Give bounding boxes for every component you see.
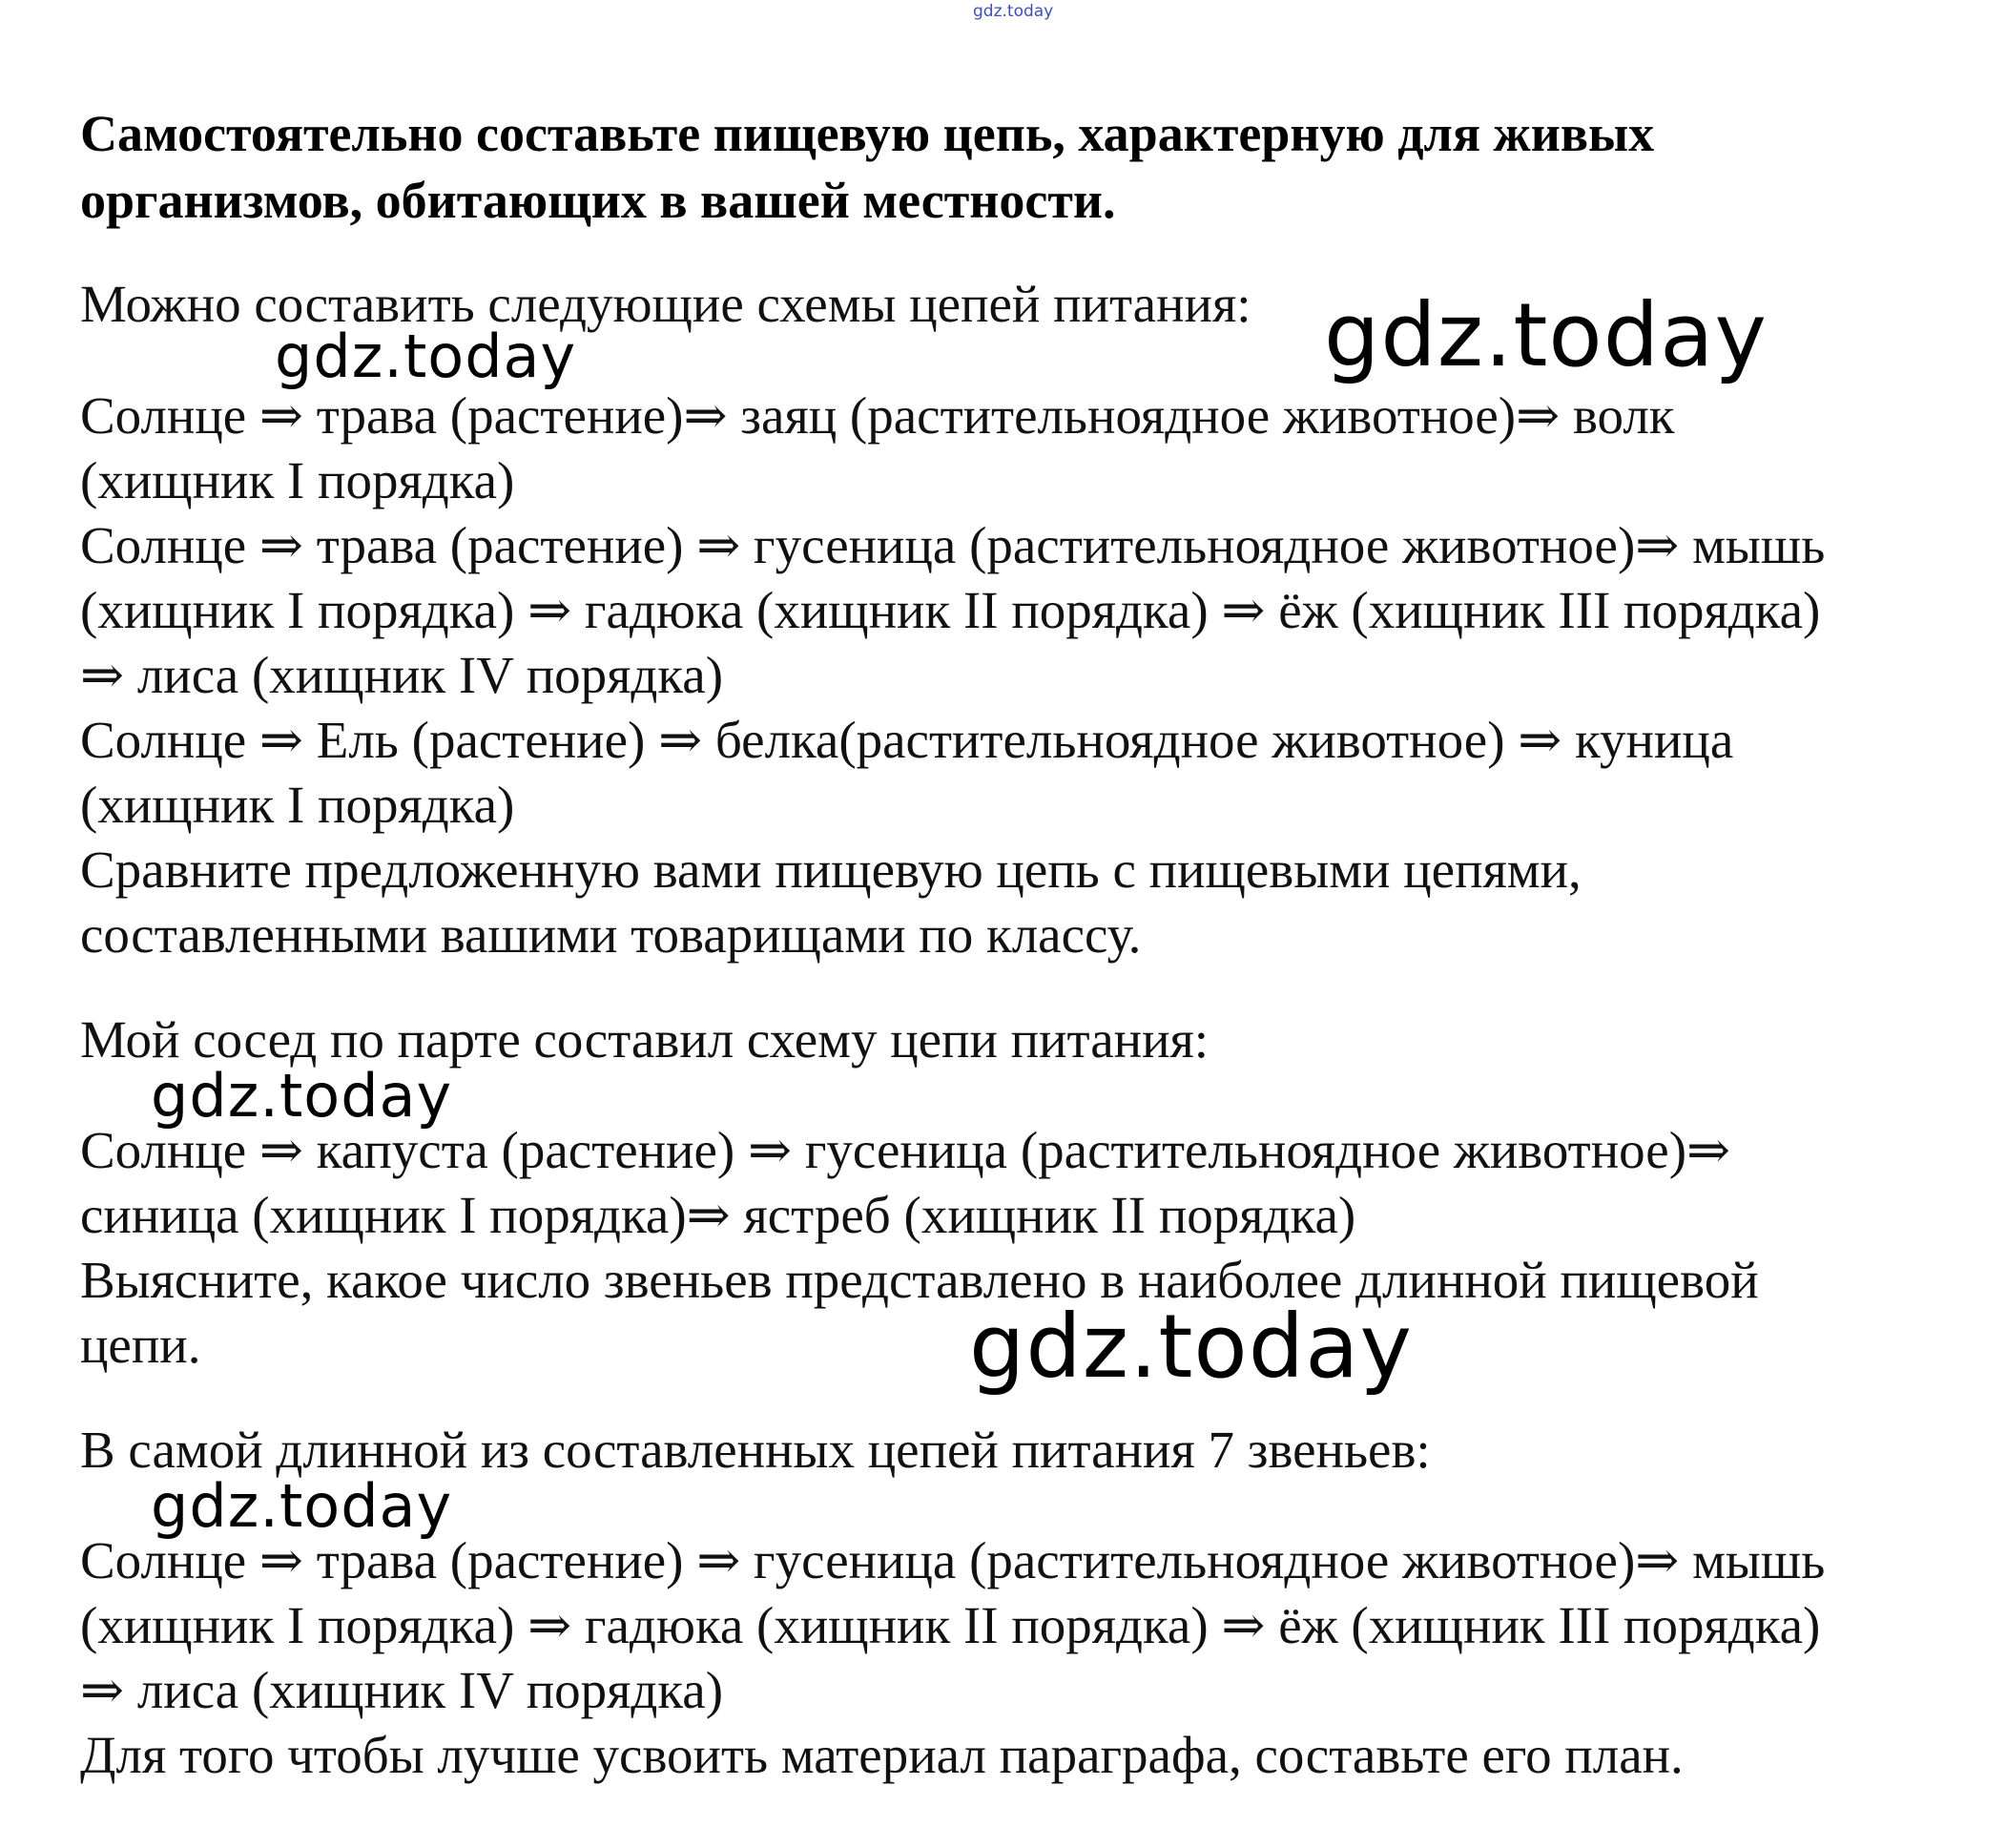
task4-line1: Для того чтобы лучше усвоить материал параграфа, составьте его план.	[80, 1726, 1684, 1784]
answer3-intro: В самой длинной из составленных цепей питания 7 звеньев:	[80, 1421, 1431, 1479]
task3-line1: Выясните, какое число звеньев представлено в наиболее длинной пищевой	[80, 1251, 1759, 1309]
task3-line2: цепи.	[80, 1316, 201, 1374]
task1-heading-line1: Самостоятельно составьте пищевую цепь, характерную для живых	[80, 105, 1655, 162]
chain2-line1: Солнце ⇒ трава (растение) ⇒ гусеница (растительноядное животное)⇒ мышь	[80, 516, 1826, 574]
task1-heading-line2: организмов, обитающих в вашей местности.	[80, 172, 1116, 229]
task2-line2: составленными вашими товарищами по классу.	[80, 905, 1142, 964]
chain1-line2: (хищник I порядка)	[80, 451, 515, 509]
chain2-line3: ⇒ лиса (хищник IV порядка)	[80, 646, 724, 704]
answer3-chain-line3: ⇒ лиса (хищник IV порядка)	[80, 1661, 724, 1719]
answer2-chain-line2: синица (хищник I порядка)⇒ ястреб (хищник II порядка)	[80, 1186, 1356, 1244]
watermark: gdz.today	[275, 322, 577, 391]
watermark: gdz.today	[1324, 284, 1768, 386]
watermark: gdz.today	[151, 1471, 453, 1541]
chain2-line2: (хищник I порядка) ⇒ гадюка (хищник II порядка) ⇒ ёж (хищник III порядка)	[80, 581, 1821, 639]
chain3-line1: Солнце ⇒ Ель (растение) ⇒ белка(растительноядное животное) ⇒ куница	[80, 711, 1734, 769]
chain1-line1: Солнце ⇒ трава (растение)⇒ заяц (растительноядное животное)⇒ волк	[80, 386, 1675, 445]
answer3-chain-line2: (хищник I порядка) ⇒ гадюка (хищник II порядка) ⇒ ёж (хищник III порядка)	[80, 1596, 1821, 1654]
answer1-intro: Можно составить следующие схемы цепей питания:	[80, 275, 1251, 333]
watermark: gdz.today	[969, 1296, 1413, 1398]
top-watermark: gdz.today	[973, 2, 1054, 21]
answer2-chain-line1: Солнце ⇒ капуста (растение) ⇒ гусеница (растительноядное животное)⇒	[80, 1121, 1731, 1179]
watermark: gdz.today	[151, 1061, 453, 1131]
answer2-intro: Мой сосед по парте составил схему цепи питания:	[80, 1010, 1210, 1069]
answer3-chain-line1: Солнце ⇒ трава (растение) ⇒ гусеница (растительноядное животное)⇒ мышь	[80, 1531, 1826, 1589]
task2-line1: Сравните предложенную вами пищевую цепь с пищевыми цепями,	[80, 841, 1582, 899]
chain3-line2: (хищник I порядка)	[80, 776, 515, 834]
